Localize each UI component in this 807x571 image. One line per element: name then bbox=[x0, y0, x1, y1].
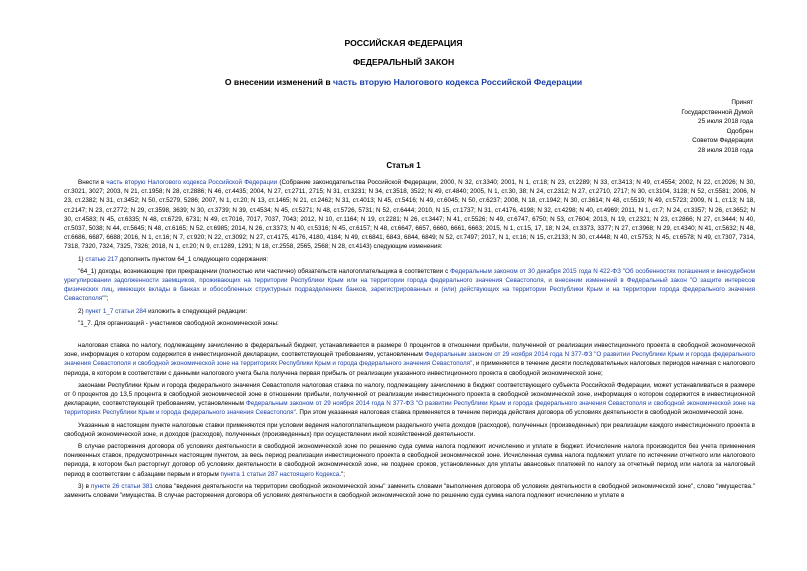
tax-rate-paragraph bbox=[64, 341, 755, 378]
item-2-number: 2) bbox=[78, 307, 86, 315]
regional-laws-paragraph bbox=[64, 381, 755, 418]
item-1-number: 1) bbox=[78, 255, 86, 263]
adopted-label: Принят bbox=[731, 99, 753, 106]
item-1 bbox=[64, 255, 755, 264]
contract-text: В случае расторжения договора об условиях деятельности в свободной экономической зоне по решению суда сумма налога подлежит исчислению и уплате в бюджет. Исчисление налога производится без учета применения пониженных ставок, предусмотренных настоящим пунктом, за весь период реализации инвестиционного проекта в свободной экономической зоне. Исчисленная сумма налога подлежит уплате по истечении отчетного или налогового периода, в котором был расторгнут договор об условиях деятельности в свободной экономической зоне, не позднее сроков, установленных для уплаты авансовых платежей по налогу за отчетный период или налога за налоговый период в соответствии с абзацами первым и вторым bbox=[64, 443, 755, 478]
article-287-link[interactable]: пункта 1 статьи 287 настоящего Кодекса bbox=[220, 470, 340, 478]
adopted-by: Государственной Думой bbox=[681, 108, 753, 116]
intro-text-end: (Собрание законодательства Российской Федерации, 2000, N 32, ст.3340; 2001, N 1, ст.18; N 23, ст.2289; N 33, ст.3413; N 49, ст.4554; 2002, N 22, ст.2026; N 30, ст.3021, 3027; 2003, N 21, ст.1958; N 28, ст.2886; N 46, ст.4435; 2004, N 27, ст.2711, 2715; N 31, ст.3231; N 34, ст.3518, 3522; N 49, ст.4840; 2005, N 1, ст.30, 38; N 24, ст.2312; N 27, ст.2710, 2717; N 30, ст.3104, 3128; N 52, ст.5581; 2006, N 23, ст.2382; N 31, ст.3452; N 50, ст.5279, 5286; 2007, N 1, ст.20; N 13, ст.1465; N 21, ст.2462; N 31, ст.4013; N 45, ст.5416; N 49, ст.6045; N 50, ст.6237; 2008, N 18, ст.1942; N 30, ст.3614; N 48, ст.5519; N 49, ст.5723; 2009, N 1, ст.13; N 18, ст.2147; N 23, ст.2772; N 29, ст.3598, 3639; N 30, ст.3739; N 39, ст.4534; N 45, ст.5271; N 48, ст.5726, 5731; N 52, ст.6444; 2010, N 15, ст.1737; N 31, ст.4176, 4198; N 32, ст.4298; N 40, ст.4969; 2011, N 1, ст.7; N 24, ст.3357; N 26, ст.3652; N 30, ст.4583; N 45, ст.6335; N 48, ст.6729, 6731; N 49, ст.7016, 7017, 7037, 7043; 2012, N 10, ст.1164; N 19, ст.2281; N 26, ст.3447; N 41, ст.5526; N 49, ст.6747, 6750; N 53, ст.7604; 2013, N 19, ст.2321; N 23, ст.2866; N 27, ст.3444; N 40, ст.5037, 5038; N 44, ст.5645; N 48, ст.6165; N 52, ст.6985; 2014, N 26, ст.3373; N 40, ст.5316; N 45, ст.6157; N 48, ст.6647, 6657, 6660, 6661, 6663; 2015, N 1, ст.15, 17, 18; N 24, ст.3373, 3377; N 27, ст.3968; N 29, ст.4340; N 41, ст.5632; N 48, ст.6686, 6687, 6688; 2016, N 1, ст.16; N 7, ст.920; N 22, ст.3092; N 27, ст.4175, 4176, 4180, 4184; N 49, ст.6841, 6843, 6844, 6849; N 52, ст.7497; 2017, N 1, ст.16; N 15, ст.2133; N 30, ст.4448; N 40, ст.5753; N 45, ст.6578; N 49, ст.7307, 7314, 7318, 7320, 7324, 7325, 7326; 2018, N 1, ст.20; N 9, ст.1289, 1291; N 18, ст.2558, 2565, 2568; N 28, ст.4143) следующие изменения: bbox=[64, 179, 755, 251]
article-217-link[interactable]: статью 217 bbox=[85, 255, 118, 263]
regional-laws-text: законами Республики Крым и города федерального значения Севастополя налоговая ставка по налогу, подлежащему зачислению в бюджет соответствующего субъекта Российской Федерации, может устанавливаться в размере от 0 процентов до 13,5 процента в свободной экономической зоне в отношении прибыли, полученной от реализации инвестиционного проекта в свободной экономической зоне, информация о котором содержится в инвестиционной декларации, соответствующей требованиям, установленным bbox=[64, 381, 755, 408]
doc-type-heading: ФЕДЕРАЛЬНЫЙ ЗАКОН bbox=[352, 57, 455, 67]
item-2-text: изложить в следующей редакции: bbox=[146, 307, 248, 315]
item-1-quote-text: "64_1) доходы, возникающие при прекращении (полностью или частично) обязательств налогоплательщика в соответствии с bbox=[78, 267, 451, 275]
article-381-link[interactable]: пункте 26 статьи 381 bbox=[91, 482, 153, 490]
document-body bbox=[64, 178, 755, 503]
law-title-link[interactable]: часть вторую Налогового кодекса Российской Федерации bbox=[333, 77, 583, 87]
tax-code-link[interactable]: часть вторую Налогового кодекса Российской Федерации bbox=[106, 179, 278, 186]
regional-laws-text-end: . При этом указанная налоговая ставка применяется в течение периода действия договора об условиях деятельности в свободной экономической зоне. bbox=[295, 409, 744, 417]
law-title-prefix: О внесении изменений в bbox=[224, 77, 334, 87]
item-2-quote: "1_7. Для организаций - участников свободной экономической зоны: bbox=[78, 319, 279, 327]
adopted-date: 25 июля 2018 года bbox=[698, 118, 753, 126]
intro-text-start: Внести в bbox=[78, 179, 107, 186]
article-heading: Статья 1 bbox=[386, 161, 421, 170]
contract-text-end: ."; bbox=[339, 470, 346, 478]
rates-condition-paragraph: Указанные в настоящем пункте налоговые ставки применяются при условии ведения налогоплательщиком раздельного учета доходов (расходов), полученных (произведенных) при реализации каждого инвестиционного проекта в свободной экономической зоне, и доходов (расходов), полученных (произведенных) при осуществлении иной хозяйственной деятельности. bbox=[64, 421, 755, 438]
article-284-link[interactable]: пункт 1_7 статьи 284 bbox=[85, 307, 147, 315]
item-2 bbox=[64, 307, 755, 316]
intro-paragraph bbox=[64, 178, 755, 252]
item-1-quote-end: "; bbox=[104, 295, 109, 303]
law-377-fz-link-2[interactable]: Федеральным законом от 29 ноября 2014 года N 377-ФЗ "О развитии Республики Крым и города федерального значения Севастополя и свободной экономической зоне на территориях Республики Крым и города федерального значения Севастополя" bbox=[64, 400, 755, 417]
spacer bbox=[64, 331, 755, 341]
law-title bbox=[0, 77, 807, 87]
tax-rate-text-end: , и применяется в течение десяти последовательных налоговых периодов начиная с налогового периода, в котором в соответствии с данными налогового учета была получена первая прибыль от реализации указанного инвестиционного проекта в свободной экономической зоне; bbox=[64, 360, 756, 377]
item-1-text: дополнить пунктом 64_1 следующего содержания: bbox=[117, 255, 269, 263]
adoption-block bbox=[681, 98, 753, 156]
contract-termination-paragraph bbox=[64, 442, 755, 479]
item-3 bbox=[64, 482, 755, 500]
item-3-number: 3) в bbox=[78, 482, 92, 490]
item-1-quote bbox=[64, 267, 755, 304]
item-3-text: слова "ведения деятельности на территории свободной экономической зоны" заменить словами "выполнения договора об условиях деятельности в свободной экономической зоне", слово "имущества." заменить словами "имущества. В случае расторжения договора об условиях деятельности в свободной экономической зоне по решению суда сумма налога подлежит исчислению и уплате в bbox=[64, 482, 755, 500]
approved-by: Советом Федерации bbox=[692, 137, 753, 145]
law-377-fz-link[interactable]: Федеральным законом от 29 ноября 2014 года N 377-ФЗ "О развитии Республики Крым и города федерального значения Севастополя и свободной экономической зоне на территориях Республики Крым и города федерального значения Севастополя" bbox=[64, 351, 755, 368]
tax-rate-text: налоговая ставка по налогу, подлежащему зачислению в федеральный бюджет, устанавливается в размере 0 процентов в отношении прибыли, полученной от реализации инвестиционного проекта в свободной экономической зоне, информация о котором содержится в инвестиционной декларации, соответствующей требованиям, установленным bbox=[64, 342, 755, 359]
approved-label: Одобрен bbox=[726, 127, 753, 135]
law-422-fz-link[interactable]: Федеральным законом от 30 декабря 2015 года N 422-ФЗ "Об особенностях погашения и внесудебном урегулировании задолженности заемщиков, проживающих на территории Республики Крым или на территории города федерального значения Севастополя, и внесении изменений в Федеральный закон "О защите интересов физических лиц, имеющих вклады в банках и обособленных структурных подразделениях банков, зарегистрированных и (или) действующих на территории Республики Крым и на территории города федерального значения Севастополя" bbox=[64, 267, 755, 303]
country-heading: РОССИЙСКАЯ ФЕДЕРАЦИЯ bbox=[344, 38, 463, 48]
approved-date: 28 июля 2018 года bbox=[698, 146, 753, 154]
